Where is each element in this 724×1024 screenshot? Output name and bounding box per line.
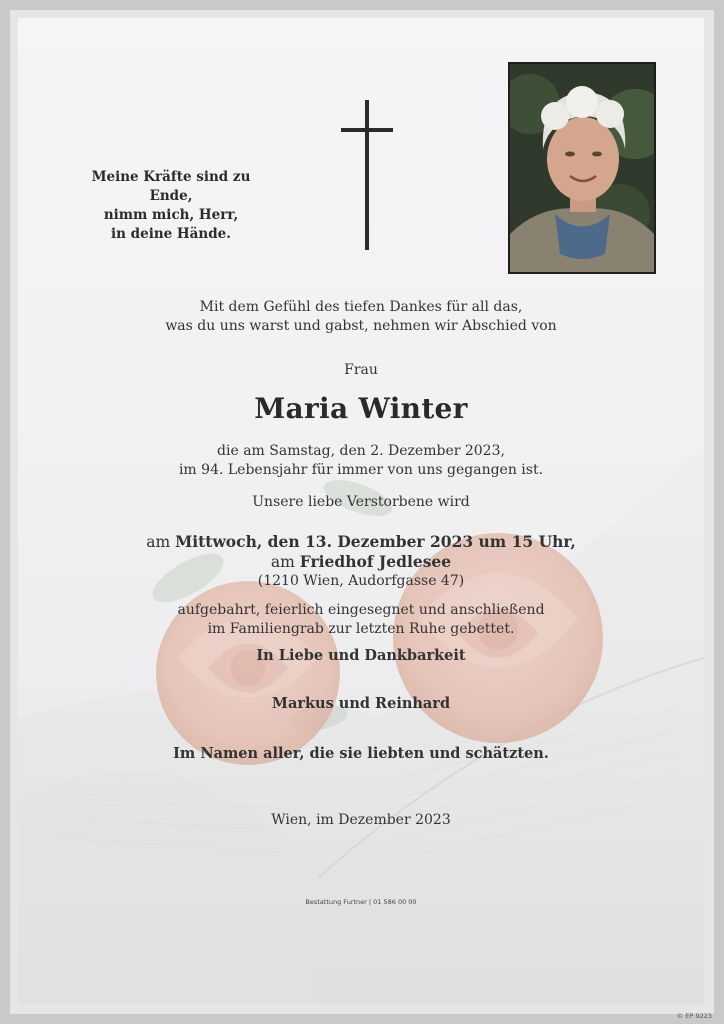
funeral-prefix: am [146, 533, 171, 551]
closing-phrase: In Liebe und Dankbarkeit [256, 647, 466, 664]
death-line: im 94. Lebensjahr für immer von uns gegangen ist. [178, 462, 544, 478]
place-prefix: am [270, 553, 295, 571]
funeral-address: (1210 Wien, Audorfgasse 47) [257, 573, 465, 589]
burial-text [18, 601, 704, 639]
intro-line: Mit dem Gefühl des tiefen Dankes für all das, [199, 299, 523, 315]
death-line: die am Samstag, den 2. Dezember 2023, [217, 443, 505, 459]
burial-line: im Familiengrab zur letzten Ruhe gebettet. [207, 621, 515, 637]
burial-line: aufgebahrt, feierlich eingesegnet und anschließend [177, 602, 545, 618]
deceased-name: Maria Winter [254, 392, 468, 425]
verse [76, 168, 266, 244]
undertaker-contact: Bestattung Furtner | 01 586 00 00 [305, 898, 417, 906]
place-date: Wien, im Dezember 2023 [271, 812, 451, 828]
verse-line: in deine Hände. [111, 226, 231, 242]
all-mourners: Im Namen aller, die sie liebten und schätzten. [173, 745, 549, 762]
intro-line: was du uns warst und gabst, nehmen wir Abschied von [165, 318, 557, 334]
funeral-place: Friedhof Jedlesee [299, 552, 452, 571]
portrait-photo [510, 64, 654, 272]
funeral-details [18, 532, 704, 591]
funeral-date-time: Mittwoch, den 13. Dezember 2023 um 15 Uhr, [175, 532, 576, 551]
card-sheet [10, 10, 714, 1014]
mourners: Markus und Reinhard [271, 695, 451, 712]
verse-line: nimm mich, Herr, [103, 207, 239, 223]
announcement: Unsere liebe Verstorbene wird [252, 494, 470, 510]
salutation: Frau [344, 362, 378, 378]
death-notice [18, 442, 704, 480]
form-code: © EP 9223 [676, 1012, 712, 1020]
verse-line: Meine Kräfte sind zu Ende, [91, 169, 251, 204]
intro-text [18, 298, 704, 336]
cross-icon [341, 100, 393, 250]
portrait-frame [508, 62, 656, 274]
card-panel [18, 18, 704, 1004]
